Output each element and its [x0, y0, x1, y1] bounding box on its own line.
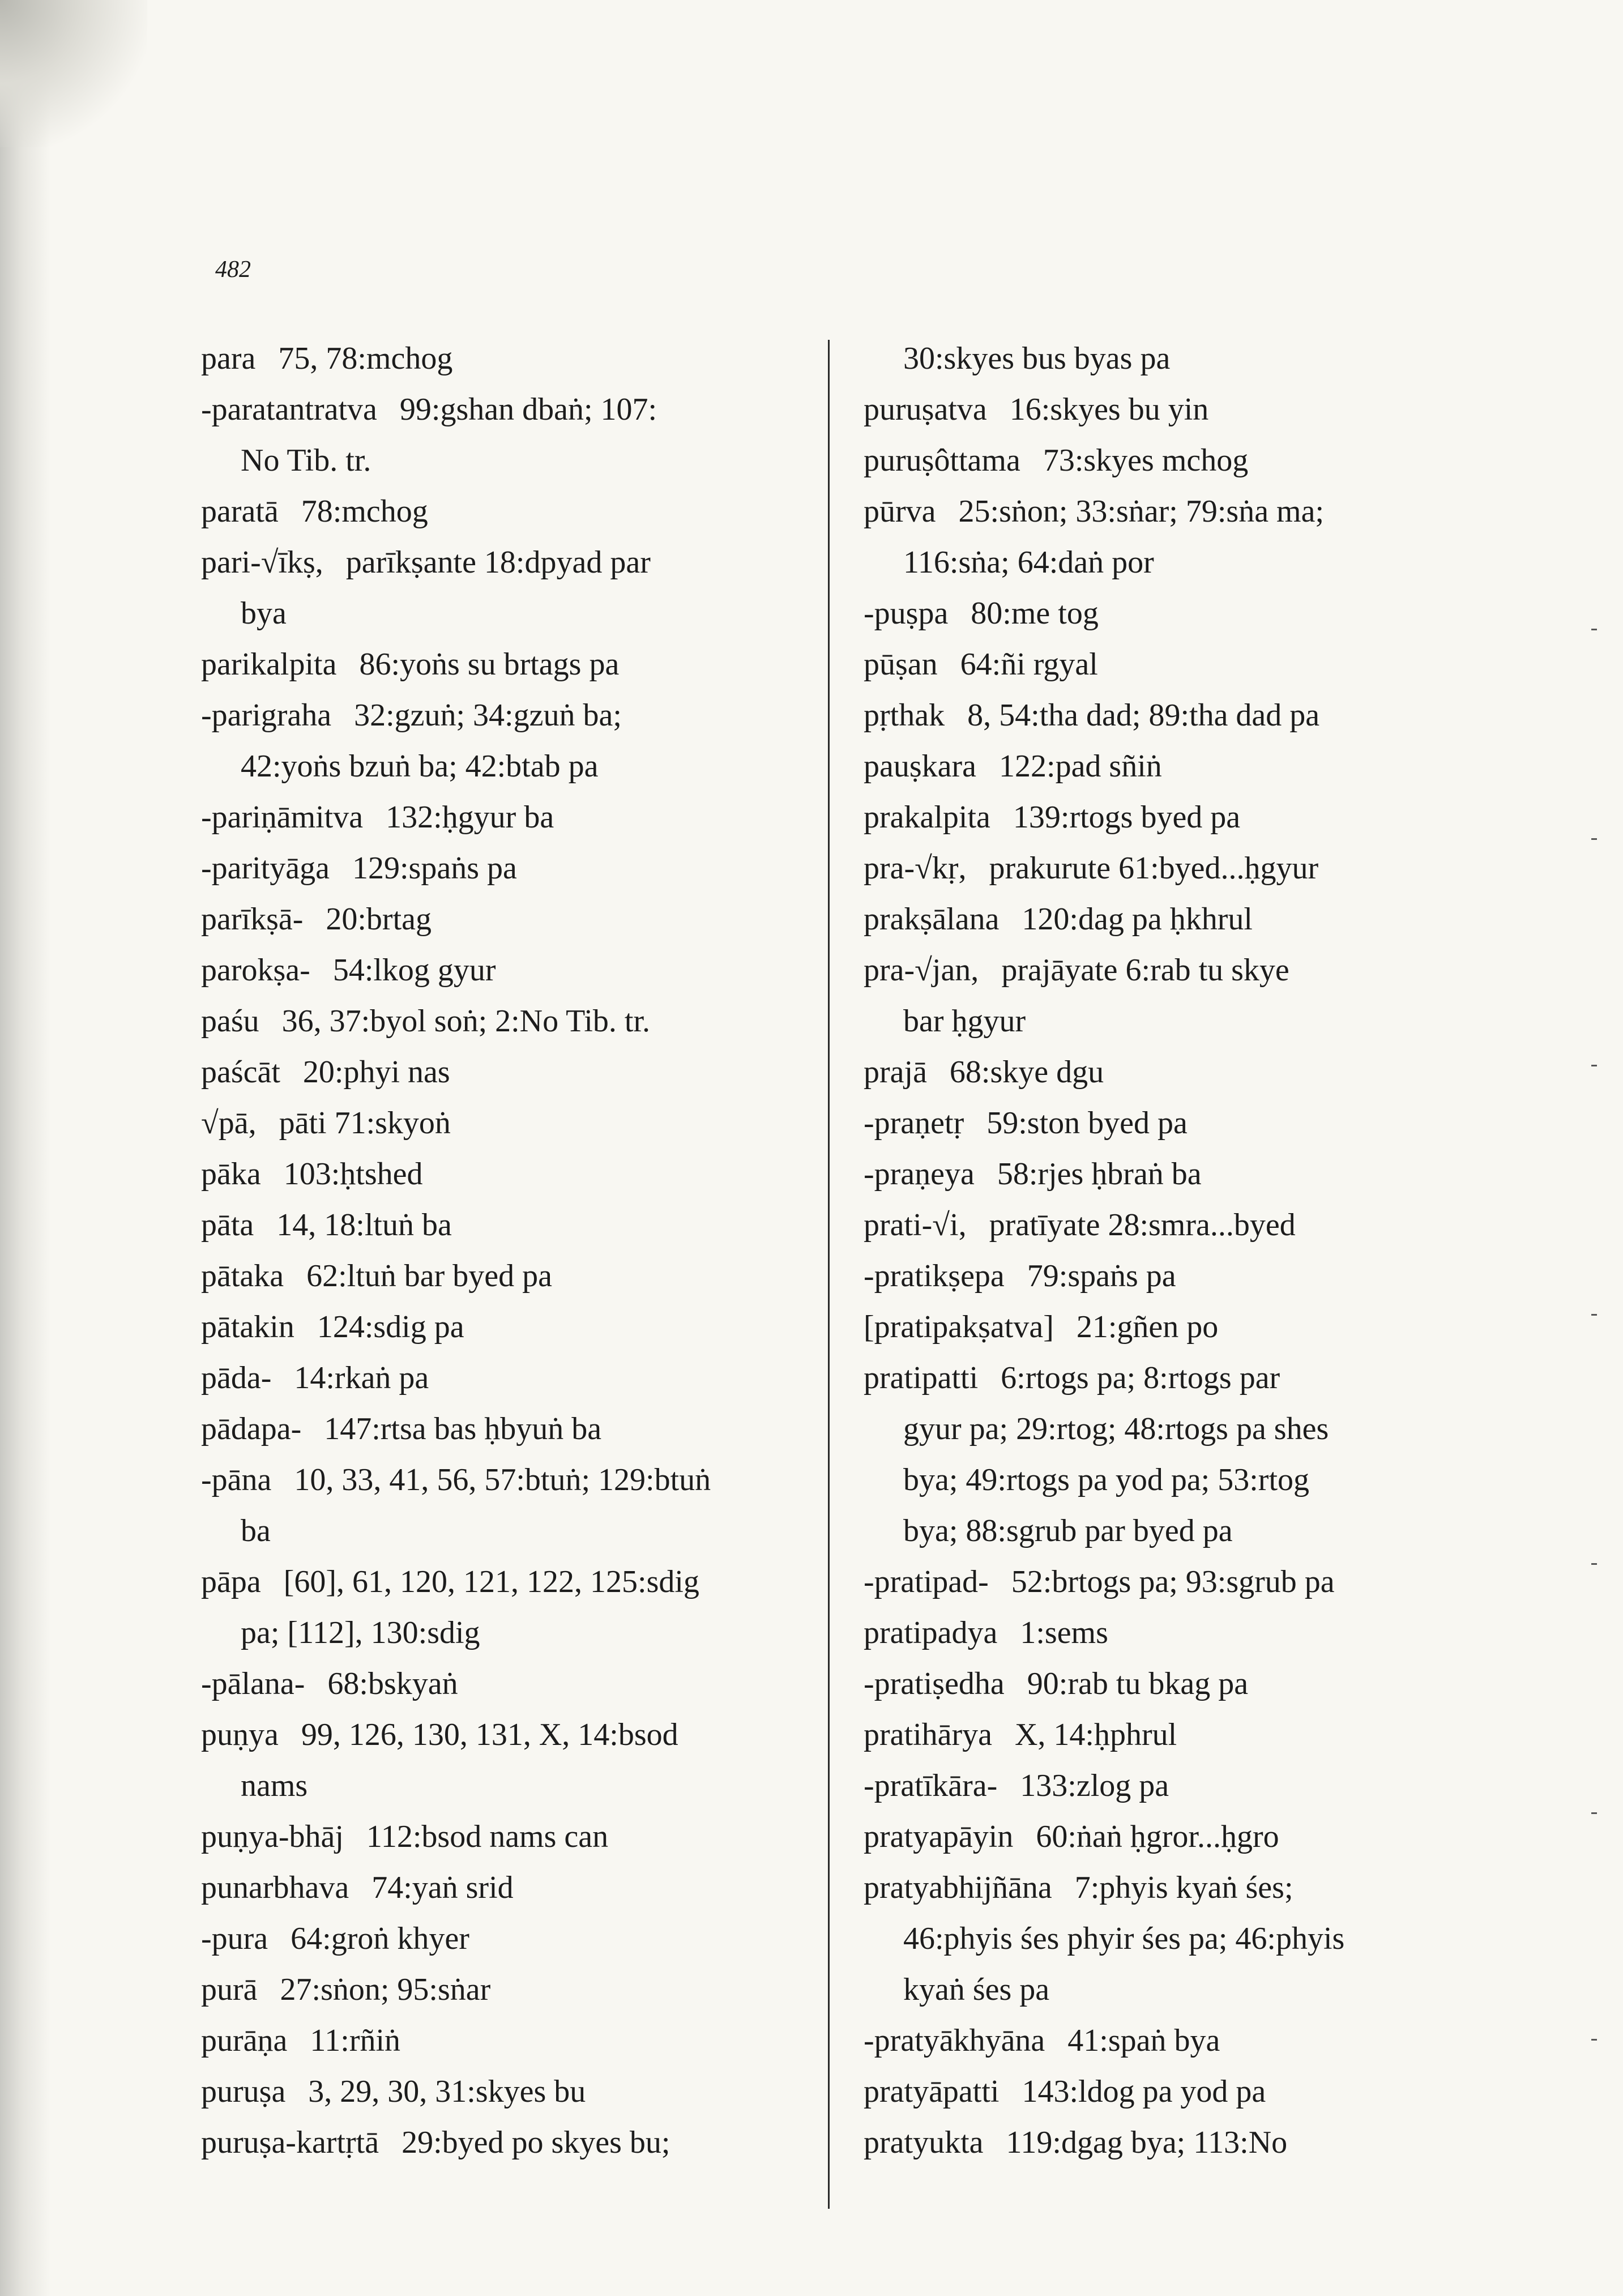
- entry-headword: pari-√īkṣ,: [201, 545, 323, 580]
- entry-references: 122:pad sñiṅ: [999, 749, 1162, 784]
- entry-references: 68:bskyaṅ: [327, 1666, 458, 1701]
- entry-headword: pāda-: [201, 1360, 272, 1395]
- entry-references: 20:brtag: [326, 902, 432, 937]
- entry-headword: pratipadya: [864, 1615, 998, 1650]
- index-entry: [864, 435, 1521, 486]
- entry-references: 132:ḥgyur ba: [386, 800, 554, 835]
- entry-headword: parikalpita: [201, 647, 337, 682]
- entry-headword: -pālana-: [201, 1666, 305, 1701]
- margin-mark: [1591, 1812, 1597, 1814]
- index-entry: [864, 1709, 1521, 1760]
- entry-headword: pratyapāyin: [864, 1819, 1014, 1854]
- margin-mark: [1591, 2039, 1597, 2041]
- entry-headword: paścāt: [201, 1055, 280, 1090]
- entry-headword: -parityāga: [201, 851, 330, 886]
- entry-headword: pratyukta: [864, 2125, 984, 2160]
- entry-headword: -praṇeya: [864, 1156, 975, 1192]
- entry-headword: puruṣa-kartṛtā: [201, 2125, 379, 2160]
- entry-headword: pātakin: [201, 1309, 294, 1345]
- entry-headword: -pariṇāmitva: [201, 800, 364, 835]
- entry-headword: -parigraha: [201, 698, 332, 733]
- index-entry: [201, 1862, 858, 1913]
- entry-headword: pratihārya: [864, 1717, 992, 1752]
- entry-references: [60], 61, 120, 121, 122, 125:sdig: [283, 1564, 699, 1599]
- entry-headword: para: [201, 341, 256, 376]
- entry-headword: parokṣa-: [201, 953, 310, 988]
- entry-references: 129:spaṅs pa: [352, 851, 517, 886]
- index-entry: [201, 843, 858, 894]
- entry-headword: puruṣatva: [864, 392, 987, 427]
- entry-continuation: 42:yoṅs bzuṅ ba; 42:btab pa: [241, 749, 599, 784]
- index-entry: [201, 333, 858, 384]
- entry-references: 99:gshan dbaṅ; 107:: [399, 392, 657, 427]
- index-entry: [201, 1047, 858, 1098]
- index-entry: [201, 1658, 858, 1709]
- entry-headword: prakalpita: [864, 800, 990, 835]
- entry-headword: pāta: [201, 1207, 254, 1243]
- entry-continuation: 116:sṅa; 64:daṅ por: [903, 545, 1154, 580]
- index-entry: [201, 1913, 858, 1964]
- entry-headword: pāka: [201, 1156, 261, 1192]
- index-entry: [864, 1149, 1521, 1200]
- index-entry: [201, 894, 858, 945]
- entry-references: 90:rab tu bkag pa: [1027, 1666, 1249, 1701]
- left-column: [201, 333, 858, 2168]
- entry-references: 75, 78:mchog: [278, 341, 453, 376]
- entry-headword: √pā,: [201, 1106, 257, 1141]
- entry-continuation: 30:skyes bus byas pa: [903, 341, 1171, 376]
- entry-references: pāti 71:skyoṅ: [279, 1106, 451, 1141]
- entry-references: 32:gzuṅ; 34:gzuṅ ba;: [354, 698, 622, 733]
- index-entry: [201, 1811, 858, 1862]
- entry-headword: pūrva: [864, 494, 936, 529]
- index-entry: [201, 1403, 858, 1454]
- entry-headword: pauṣkara: [864, 749, 977, 784]
- entry-headword: paratā: [201, 494, 279, 529]
- entry-continuation: No Tib. tr.: [241, 443, 371, 478]
- entry-continuation: ba: [241, 1513, 271, 1548]
- margin-mark: [1591, 1065, 1597, 1066]
- index-entry: [864, 1352, 1521, 1403]
- entry-references: 29:byed po skyes bu;: [402, 2125, 670, 2160]
- index-entry: [864, 1301, 1521, 1352]
- entry-references: 86:yoṅs su brtags pa: [359, 647, 620, 682]
- index-entry: [864, 1556, 1521, 1607]
- index-entry: [864, 1862, 1521, 1913]
- entry-references: 16:skyes bu yin: [1009, 392, 1209, 427]
- entry-references: 103:ḥtshed: [283, 1156, 423, 1192]
- entry-references: 68:skye dgu: [949, 1055, 1104, 1090]
- margin-mark: [1591, 838, 1597, 840]
- entry-headword: pādapa-: [201, 1411, 302, 1446]
- index-entry: [864, 1251, 1521, 1301]
- entry-headword: pātaka: [201, 1258, 284, 1294]
- index-entry: [864, 2117, 1521, 2168]
- index-entry: [864, 1607, 1521, 1658]
- entry-continuation: bya: [241, 596, 287, 631]
- entry-references: 14:rkaṅ pa: [294, 1360, 429, 1395]
- entry-continuation: nams: [241, 1768, 308, 1803]
- index-entry: [201, 1352, 858, 1403]
- column-divider: [828, 340, 830, 2209]
- entry-references: 124:sdig pa: [317, 1309, 464, 1345]
- entry-references: prajāyate 6:rab tu skye: [1001, 953, 1289, 988]
- entry-headword: puṇya-bhāj: [201, 1819, 344, 1854]
- entry-continuation: pa; [112], 130:sdig: [241, 1615, 480, 1650]
- entry-headword: -pāna: [201, 1462, 272, 1497]
- entry-references: 73:skyes mchog: [1043, 443, 1249, 478]
- entry-continuation: kyaṅ śes pa: [903, 1972, 1050, 2007]
- entry-headword: punarbhava: [201, 1870, 349, 1905]
- entry-references: 10, 33, 41, 56, 57:btuṅ; 129:btuṅ: [294, 1462, 711, 1497]
- index-entry: [864, 690, 1521, 741]
- entry-references: 112:bsod nams can: [366, 1819, 609, 1854]
- entry-references: 60:ṅaṅ ḥgror...ḥgro: [1036, 1819, 1279, 1854]
- entry-headword: prati-√i,: [864, 1207, 967, 1243]
- index-entry: [201, 384, 858, 435]
- entry-headword: -puṣpa: [864, 596, 949, 631]
- index-entry: [864, 1658, 1521, 1709]
- margin-mark: [1591, 629, 1597, 630]
- entry-headword: puṇya: [201, 1717, 279, 1752]
- entry-headword: -pratikṣepa: [864, 1258, 1005, 1294]
- entry-references: 147:rtsa bas ḥbyuṅ ba: [324, 1411, 602, 1446]
- index-entry: [864, 588, 1521, 639]
- index-entry: [864, 2066, 1521, 2117]
- entry-headword: puruṣa: [201, 2074, 286, 2109]
- page-number: 482: [215, 257, 251, 283]
- entry-references: 54:lkog gyur: [332, 953, 496, 988]
- entry-headword: -pratyākhyāna: [864, 2023, 1045, 2058]
- index-entry: [864, 945, 1521, 996]
- margin-mark: [1591, 1563, 1597, 1565]
- index-entry: [864, 1200, 1521, 1251]
- index-entry: [864, 639, 1521, 690]
- entry-references: 64:ñi rgyal: [960, 647, 1098, 682]
- entry-references: 143:ldog pa yod pa: [1022, 2074, 1266, 2109]
- index-entry: [201, 1454, 858, 1505]
- entry-headword: -pratiṣedha: [864, 1666, 1005, 1701]
- entry-references: 41:spaṅ bya: [1067, 2023, 1220, 2058]
- index-entry: [864, 384, 1521, 435]
- index-entry: [201, 2066, 858, 2117]
- index-entry: [864, 894, 1521, 945]
- entry-references: 8, 54:tha dad; 89:tha dad pa: [967, 698, 1320, 733]
- entry-headword: -paratantratva: [201, 392, 377, 427]
- entry-headword: parīkṣā-: [201, 902, 304, 937]
- index-entry: [864, 1047, 1521, 1098]
- entry-references: 27:sṅon; 95:sṅar: [280, 1972, 491, 2007]
- entry-references: 1:sems: [1020, 1615, 1108, 1650]
- entry-references: 78:mchog: [301, 494, 428, 529]
- entry-references: 7:phyis kyaṅ śes;: [1074, 1870, 1293, 1905]
- entry-references: 21:gñen po: [1076, 1309, 1219, 1345]
- entry-headword: pāpa: [201, 1564, 261, 1599]
- entry-headword: purā: [201, 1972, 258, 2007]
- index-entry: [201, 1964, 858, 2015]
- index-entry: [201, 1200, 858, 1251]
- entry-references: 119:dgag bya; 113:No: [1006, 2125, 1288, 2160]
- entry-references: 62:ltuṅ bar byed pa: [306, 1258, 553, 1294]
- entry-continuation: gyur pa; 29:rtog; 48:rtogs pa shes: [903, 1411, 1329, 1446]
- entry-references: 58:rjes ḥbraṅ ba: [997, 1156, 1202, 1192]
- entry-references: parīkṣante 18:dpyad par: [345, 545, 651, 580]
- entry-references: 139:rtogs byed pa: [1013, 800, 1241, 835]
- entry-references: 3, 29, 30, 31:skyes bu: [308, 2074, 586, 2109]
- index-entry: [201, 1556, 858, 1607]
- entry-headword: prajā: [864, 1055, 927, 1090]
- index-entry: [201, 1709, 858, 1760]
- index-entry: [864, 1098, 1521, 1149]
- index-entry: [201, 2015, 858, 2066]
- index-entry: [864, 1811, 1521, 1862]
- entry-headword: prakṣālana: [864, 902, 1000, 937]
- entry-references: pratīyate 28:smra...byed: [989, 1207, 1296, 1243]
- index-entry: [201, 945, 858, 996]
- entry-headword: pratyabhijñāna: [864, 1870, 1052, 1905]
- entry-references: 99, 126, 130, 131, X, 14:bsod: [301, 1717, 678, 1752]
- entry-references: 52:brtogs pa; 93:sgrub pa: [1011, 1564, 1335, 1599]
- entry-references: 14, 18:ltuṅ ba: [276, 1207, 452, 1243]
- margin-mark: [1591, 1314, 1597, 1316]
- scan-shadow-corner: [0, 0, 147, 147]
- entry-references: 74:yaṅ srid: [371, 1870, 514, 1905]
- right-column: [864, 333, 1521, 2168]
- index-entry: [201, 1098, 858, 1149]
- entry-continuation: bya; 49:rtogs pa yod pa; 53:rtog: [903, 1462, 1310, 1497]
- index-entry: [201, 486, 858, 537]
- index-entry: [201, 1251, 858, 1301]
- entry-references: 11:rñiṅ: [310, 2023, 401, 2058]
- entry-headword: -pratīkāra-: [864, 1768, 998, 1803]
- index-entry: [201, 1301, 858, 1352]
- index-entry: [201, 690, 858, 741]
- entry-references: prakurute 61:byed...ḥgyur: [989, 851, 1319, 886]
- index-entry: [201, 1149, 858, 1200]
- index-entry: [201, 639, 858, 690]
- entry-references: 133:zlog pa: [1020, 1768, 1169, 1803]
- entry-references: 64:groṅ khyer: [291, 1921, 469, 1956]
- index-entry: [201, 792, 858, 843]
- index-entry: [201, 537, 858, 588]
- entry-headword: pra-√jan,: [864, 953, 979, 988]
- entry-references: X, 14:ḥphrul: [1014, 1717, 1177, 1752]
- entry-references: 79:spaṅs pa: [1027, 1258, 1176, 1294]
- entry-headword: -pura: [201, 1921, 268, 1956]
- entry-headword: pūṣan: [864, 647, 938, 682]
- entry-references: 59:ston byed pa: [986, 1106, 1188, 1141]
- entry-references: 80:me tog: [971, 596, 1099, 631]
- entry-continuation: 46:phyis śes phyir śes pa; 46:phyis: [903, 1921, 1345, 1956]
- index-entry: [201, 996, 858, 1047]
- entry-headword: puruṣôttama: [864, 443, 1020, 478]
- entry-references: 120:dag pa ḥkhrul: [1022, 902, 1253, 937]
- entry-headword: pra-√kṛ,: [864, 851, 967, 886]
- index-entry: [864, 843, 1521, 894]
- index-entry: [864, 792, 1521, 843]
- index-entry: [864, 2015, 1521, 2066]
- index-entry: [864, 486, 1521, 537]
- entry-headword: pratyāpatti: [864, 2074, 1000, 2109]
- entry-references: 25:sṅon; 33:sṅar; 79:sṅa ma;: [958, 494, 1325, 529]
- entry-headword: [pratipakṣatva]: [864, 1309, 1054, 1345]
- index-entry: [201, 2117, 858, 2168]
- entry-continuation: bya; 88:sgrub par byed pa: [903, 1513, 1233, 1548]
- entry-references: 36, 37:byol soṅ; 2:No Tib. tr.: [281, 1004, 651, 1039]
- index-entry: [864, 1760, 1521, 1811]
- index-entry: [864, 741, 1521, 792]
- entry-headword: -pratipad-: [864, 1564, 989, 1599]
- entry-continuation: bar ḥgyur: [903, 1004, 1026, 1039]
- entry-references: 6:rtogs pa; 8:rtogs par: [1001, 1360, 1280, 1395]
- entry-headword: paśu: [201, 1004, 259, 1039]
- entry-headword: pṛthak: [864, 698, 945, 733]
- entry-headword: -praṇetṛ: [864, 1106, 964, 1141]
- entry-headword: purāṇa: [201, 2023, 288, 2058]
- scan-shadow-edge: [0, 0, 51, 2296]
- entry-headword: pratipatti: [864, 1360, 979, 1395]
- entry-references: 20:phyi nas: [302, 1055, 450, 1090]
